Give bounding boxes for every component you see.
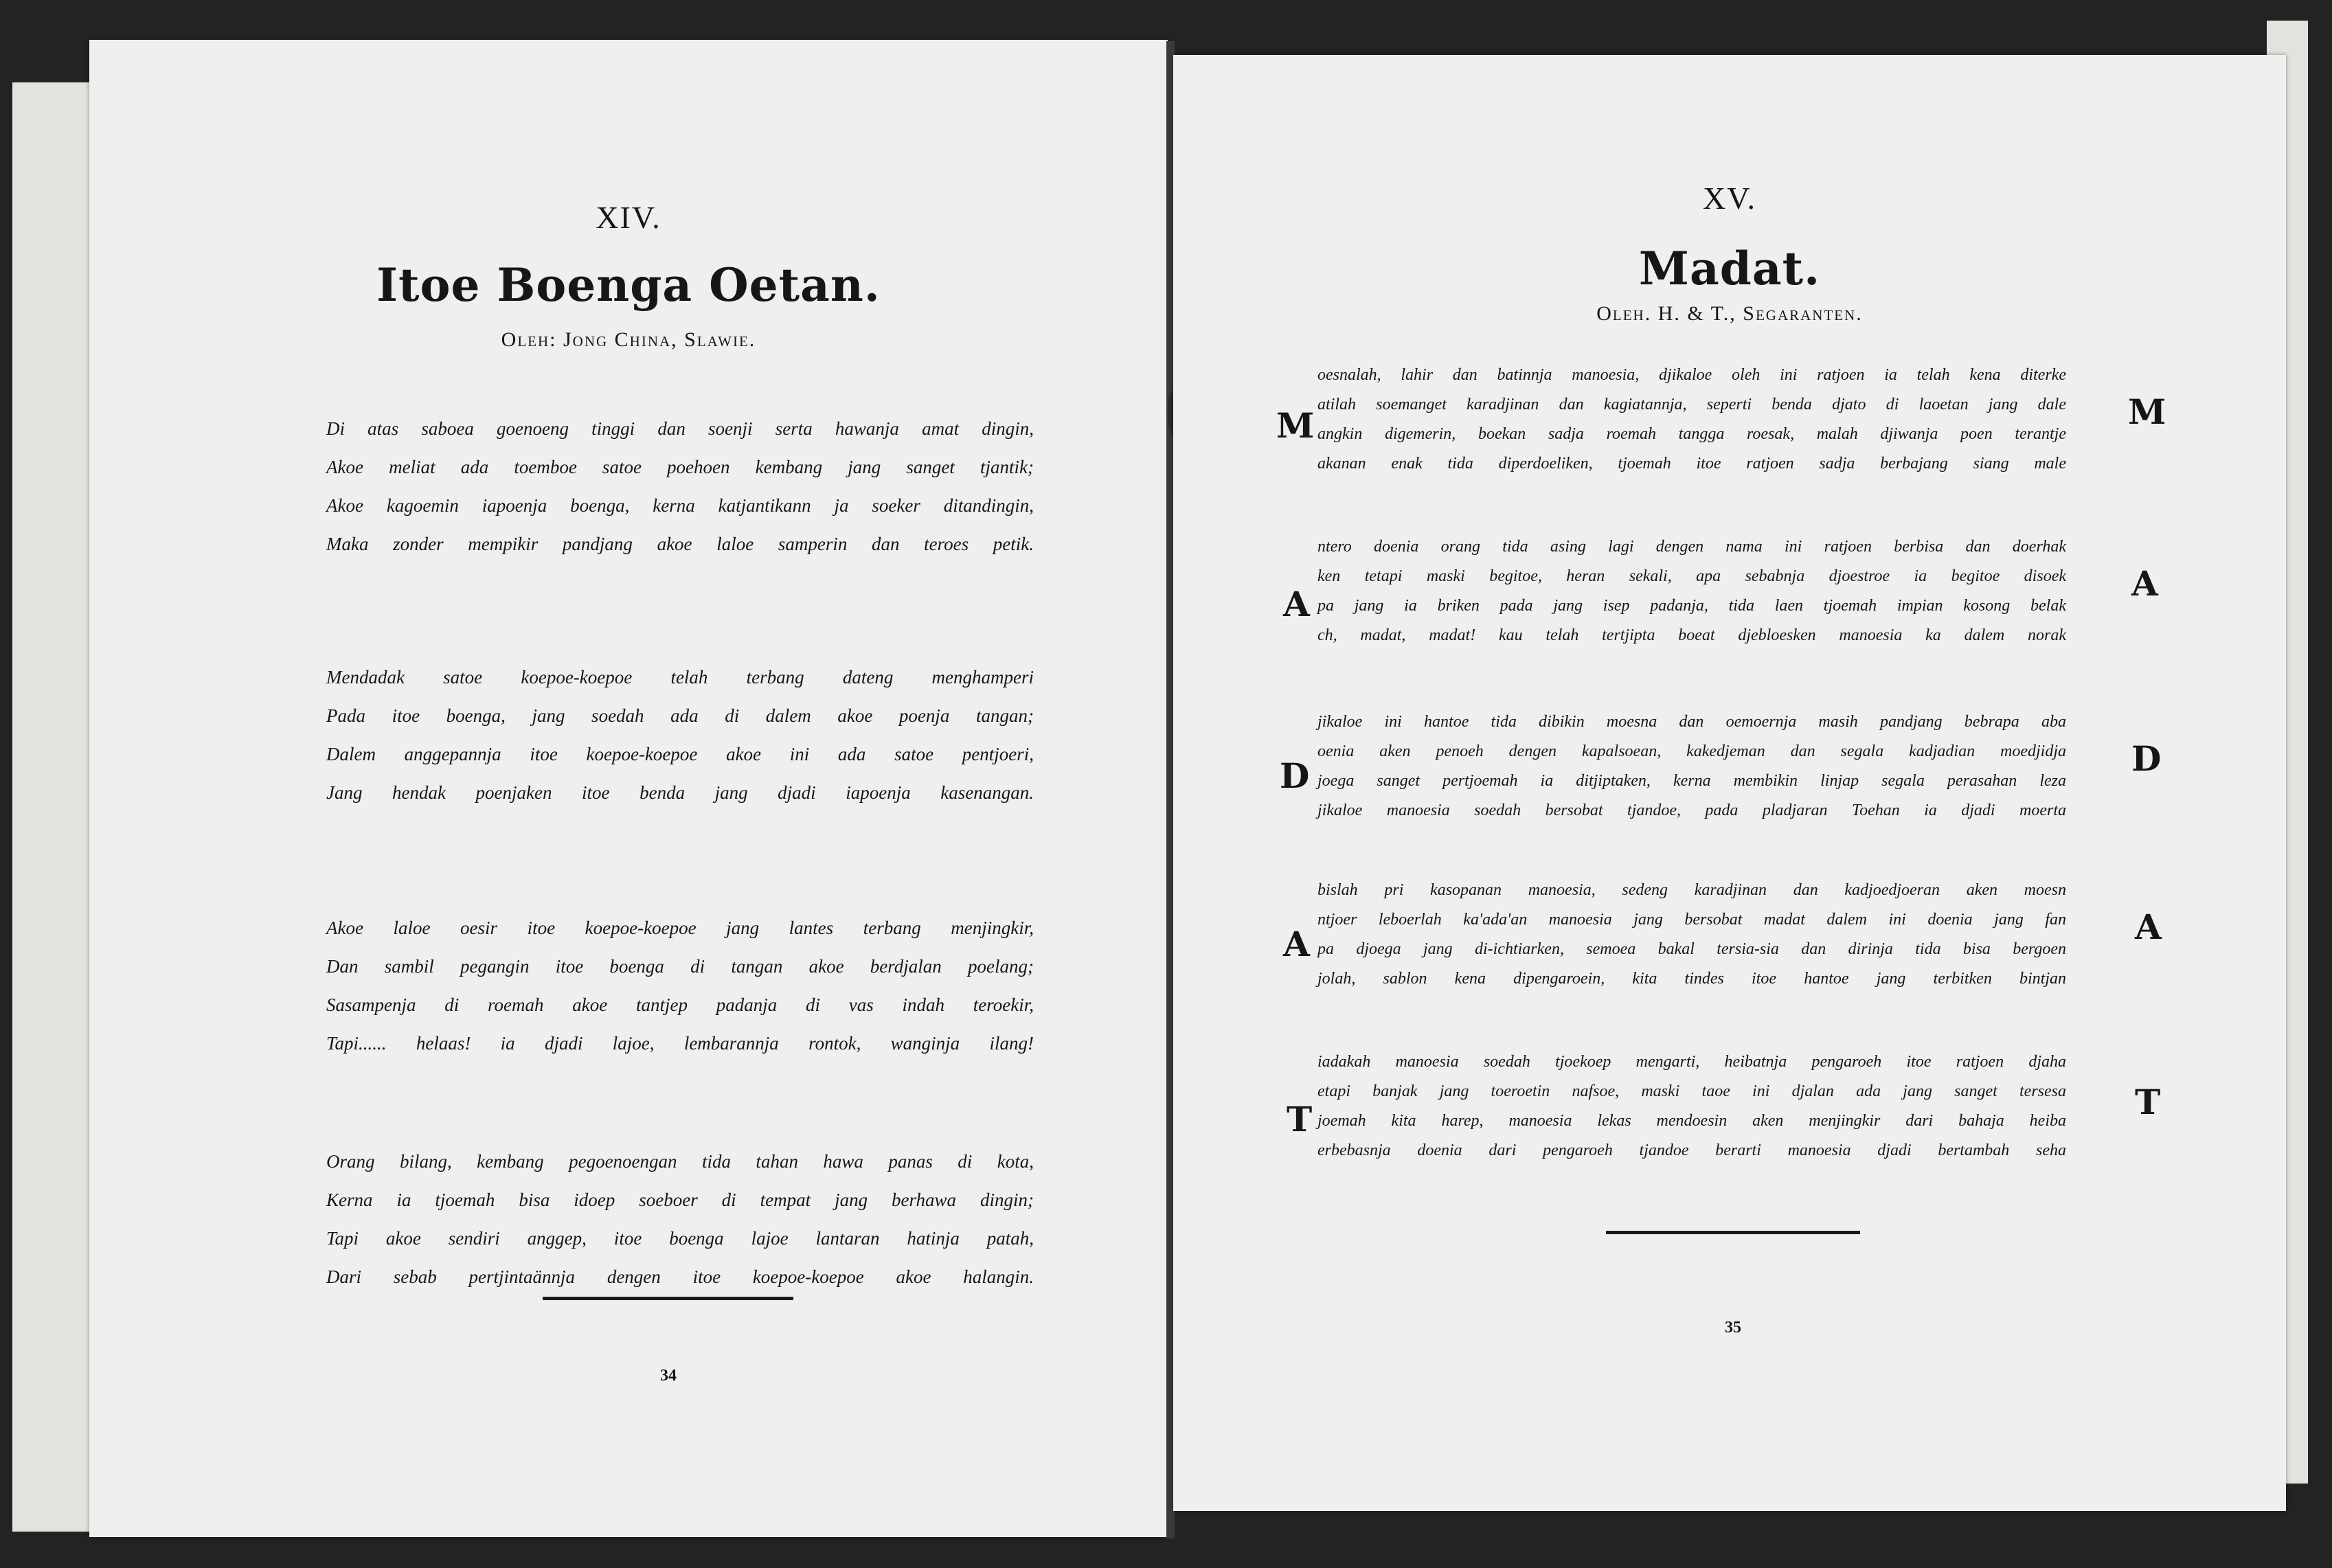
verse-line: jikaloe manoesia soedah bersobat tjandoe, pada pladjaran Toehan ia djadi moerta xyxy=(1317,802,2066,819)
acrostic-letter-right: A xyxy=(2135,907,2162,947)
poem-line: Dalem anggepannja itoe koepoe-koepoe akoe ini ada satoe pentjoeri, xyxy=(326,744,1034,764)
verse-line: ch, madat, madat! kau telah tertjipta boeat djebloesken manoesia ka dalem norak xyxy=(1317,626,2066,644)
acrostic-letter-right: M xyxy=(2128,391,2166,432)
acrostic-letter-left: D xyxy=(1280,755,1310,796)
poem-line: Jang hendak poenjaken itoe benda jang djadi iapoenja kasenangan. xyxy=(326,782,1034,803)
poem-line: Dari sebab pertjintaännja dengen itoe koepoe-koepoe akoe halangin. xyxy=(326,1266,1034,1287)
poem-line: Tapi...... helaas! ia djadi lajoe, lembarannja rontok, wanginja ilang! xyxy=(326,1033,1034,1054)
poem-line: Mendadak satoe koepoe-koepoe telah terbang dateng menghamperi xyxy=(326,667,1034,688)
verse-lines xyxy=(1317,1047,2066,1166)
poem-line: Akoe kagoemin iapoenja boenga, kerna katjantikann ja soeker ditandingin, xyxy=(326,495,1034,516)
poem-line: Kerna ia tjoemah bisa idoep soeboer di tempat jang berhawa dingin; xyxy=(326,1190,1034,1210)
poem-line: Di atas saboea goenoeng tinggi dan soenji serta hawanja amat dingin, xyxy=(326,418,1034,439)
verse-lines xyxy=(1317,707,2066,826)
byline: Oleh. H. & T., Segaranten. xyxy=(1596,302,1863,325)
end-rule xyxy=(1606,1231,1860,1234)
acrostic-letter-right: D xyxy=(2131,738,2162,779)
page-number: 34 xyxy=(660,1367,677,1385)
verse-line: jikaloe ini hantoe tida dibikin moesna dan oemoernja masih pandjang bebrapa aba xyxy=(1317,713,2066,731)
verse-line: pa djoega jang di-ichtiarken, semoea bakal tersia-sia dan dirinja tida bisa bergoen xyxy=(1317,940,2066,958)
left-page xyxy=(89,40,1168,1537)
verse-line: etapi banjak jang toeroetin nafsoe, maski taoe ini djalan ada jang sanget tersesa xyxy=(1317,1082,2066,1100)
verse-line: oesnalah, lahir dan batinnja manoesia, djikaloe oleh ini ratjoen ia telah kena diterke xyxy=(1317,366,2066,384)
poem-line: Akoe meliat ada toemboe satoe poehoen kembang jang sanget tjantik; xyxy=(326,457,1034,477)
verse-lines xyxy=(1317,532,2066,650)
verse-line: joemah kita harep, manoesia lekas mendoesin aken menjingkir dari bahaja heiba xyxy=(1317,1112,2066,1130)
chapter-number: XIV. xyxy=(596,200,661,235)
acrostic-letter-right: A xyxy=(2131,563,2158,604)
chapter-title: Madat. xyxy=(1638,242,1821,295)
verse-line: bislah pri kasopanan manoesia, sedeng karadjinan dan kadjoedjoeran aken moesn xyxy=(1317,881,2066,899)
verse-line: erbebasnja doenia dari pengaroeh tjandoe berarti manoesia djadi bertambah seha xyxy=(1317,1141,2066,1159)
poem-line: Maka zonder mempikir pandjang akoe laloe samperin dan teroes petik. xyxy=(326,534,1034,554)
poem-line: Tapi akoe sendiri anggep, itoe boenga lajoe lantaran hatinja patah, xyxy=(326,1228,1034,1249)
verse-line: ken tetapi maski begitoe, heran sekali, apa sebabnja djoestroe ia begitoe disoek xyxy=(1317,567,2066,585)
acrostic-letter-left: A xyxy=(1283,924,1310,964)
byline: Oleh: Jong China, Slawie. xyxy=(501,328,756,351)
acrostic-letter-left: T xyxy=(1287,1099,1313,1139)
acrostic-letter-right: T xyxy=(2135,1082,2161,1122)
verse-line: jolah, sablon kena dipengaroein, kita tindes itoe hantoe jang terbitken bintjan xyxy=(1317,970,2066,988)
verse-line: joega sanget pertjoemah ia ditjiptaken, kerna membikin linjap segala perasahan leza xyxy=(1317,772,2066,790)
verse-line: ntero doenia orang tida asing lagi dengen nama ini ratjoen berbisa dan doerhak xyxy=(1317,538,2066,556)
verse-lines xyxy=(1317,361,2066,479)
verse-line: atilah soemanget karadjinan dan kagiatannja, seperti benda djato di laoetan jang dale xyxy=(1317,396,2066,413)
verse-lines xyxy=(1317,876,2066,994)
page-number: 35 xyxy=(1725,1319,1741,1337)
verse-line: angkin digemerin, boekan sadja roemah tangga roesak, malah djiwanja poen terantje xyxy=(1317,425,2066,443)
verse-line: iadakah manoesia soedah tjoekoep mengarti, heibatnja pengaroeh itoe ratjoen djaha xyxy=(1317,1053,2066,1071)
end-rule xyxy=(543,1297,793,1300)
verse-line: oenia aken penoeh dengen kapalsoean, kakedjeman dan segala kadjadian moedjidja xyxy=(1317,742,2066,760)
stanza-2 xyxy=(326,658,1034,812)
poem-line: Sasampenja di roemah akoe tantjep padanja di vas indah teroekir, xyxy=(326,995,1034,1015)
poem-line: Pada itoe boenga, jang soedah ada di dalem akoe poenja tangan; xyxy=(326,705,1034,726)
stanza-1 xyxy=(326,409,1034,563)
verse-line: pa jang ia briken pada jang isep padanja, tida laen tjoemah impian kosong belak xyxy=(1317,597,2066,615)
chapter-number: XV. xyxy=(1702,181,1756,216)
verse-line: ntjoer leboerlah ka'ada'an manoesia jang bersobat madat dalem ini doenia jang fan xyxy=(1317,911,2066,929)
poem-line: Dan sambil pegangin itoe boenga di tangan akoe berdjalan poelang; xyxy=(326,956,1034,977)
acrostic-letter-left: A xyxy=(1283,584,1310,624)
acrostic-letter-left: M xyxy=(1276,405,1315,446)
right-page xyxy=(1173,55,2286,1511)
poem-line: Orang bilang, kembang pegoenoengan tida tahan hawa panas di kota, xyxy=(326,1151,1034,1172)
chapter-title: Itoe Boenga Oetan. xyxy=(376,258,881,312)
stanza-4 xyxy=(326,1142,1034,1296)
verse-line: akanan enak tida diperdoeliken, tjoemah itoe ratjoen sadja berbajang siang male xyxy=(1317,455,2066,473)
poem-line: Akoe laloe oesir itoe koepoe-koepoe jang lantes terbang menjingkir, xyxy=(326,918,1034,938)
stanza-3 xyxy=(326,909,1034,1063)
